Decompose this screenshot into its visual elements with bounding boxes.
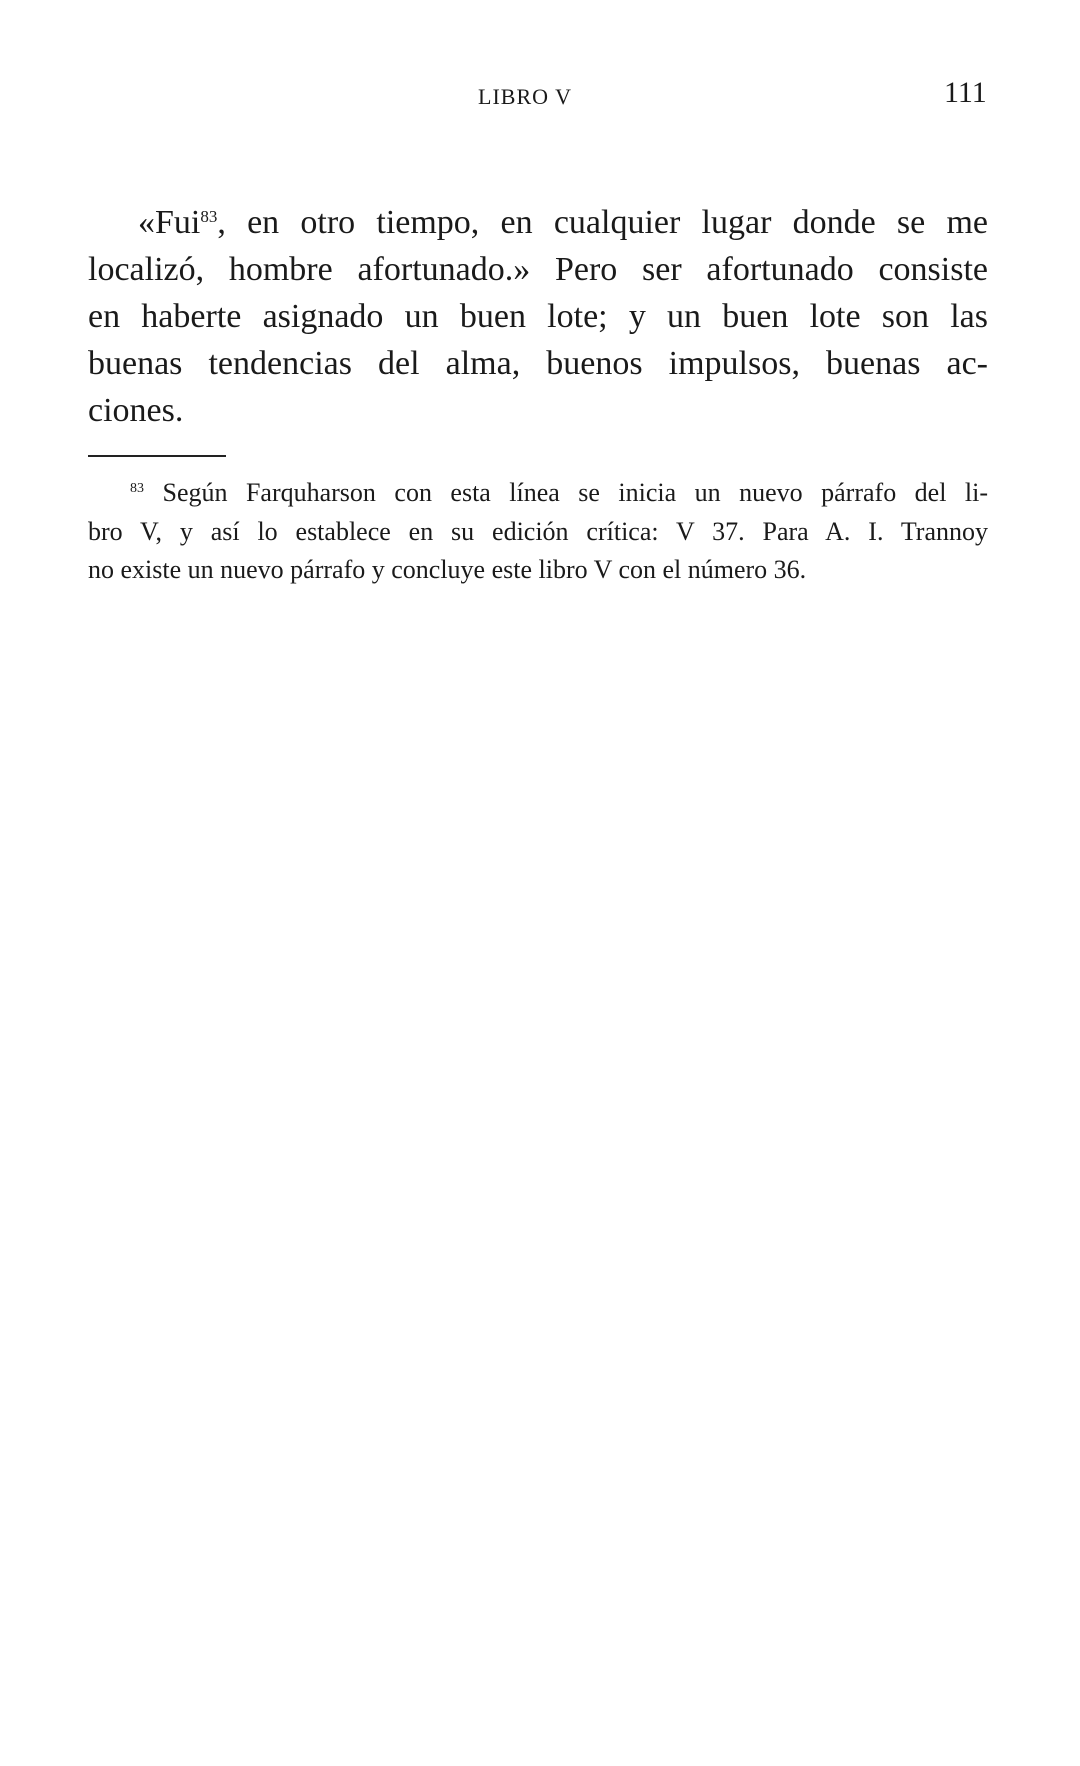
body-text: , en otro tiempo, en cualquier lugar donde se me — [217, 204, 988, 241]
running-head: LIBRO V — [478, 84, 572, 109]
footnote-text: Según Farquharson con esta línea se inicia un nuevo párrafo del li- — [162, 478, 989, 507]
footnote-line — [130, 474, 988, 512]
footnote-separator — [88, 455, 226, 457]
page-number: 111 — [944, 76, 987, 109]
body-line: localizó, hombre afortunado.» Pero ser afortunado consiste — [88, 251, 988, 288]
body-line: ciones. — [88, 392, 184, 429]
footnote-line: bro V, y así lo establece en su edición crítica: V 37. Para A. I. Trannoy — [88, 517, 988, 546]
footnote-reference: 83 — [200, 207, 218, 226]
body-line: buenas tendencias del alma, buenos impulsos, buenas ac- — [88, 345, 988, 382]
body-line — [138, 200, 988, 246]
footnote-number: 83 — [130, 481, 144, 496]
body-text: «Fui — [138, 204, 201, 241]
body-line: en haberte asignado un buen lote; y un buen lote son las — [88, 298, 988, 335]
footnote-line: no existe un nuevo párrafo y concluye este libro V con el número 36. — [88, 555, 807, 584]
